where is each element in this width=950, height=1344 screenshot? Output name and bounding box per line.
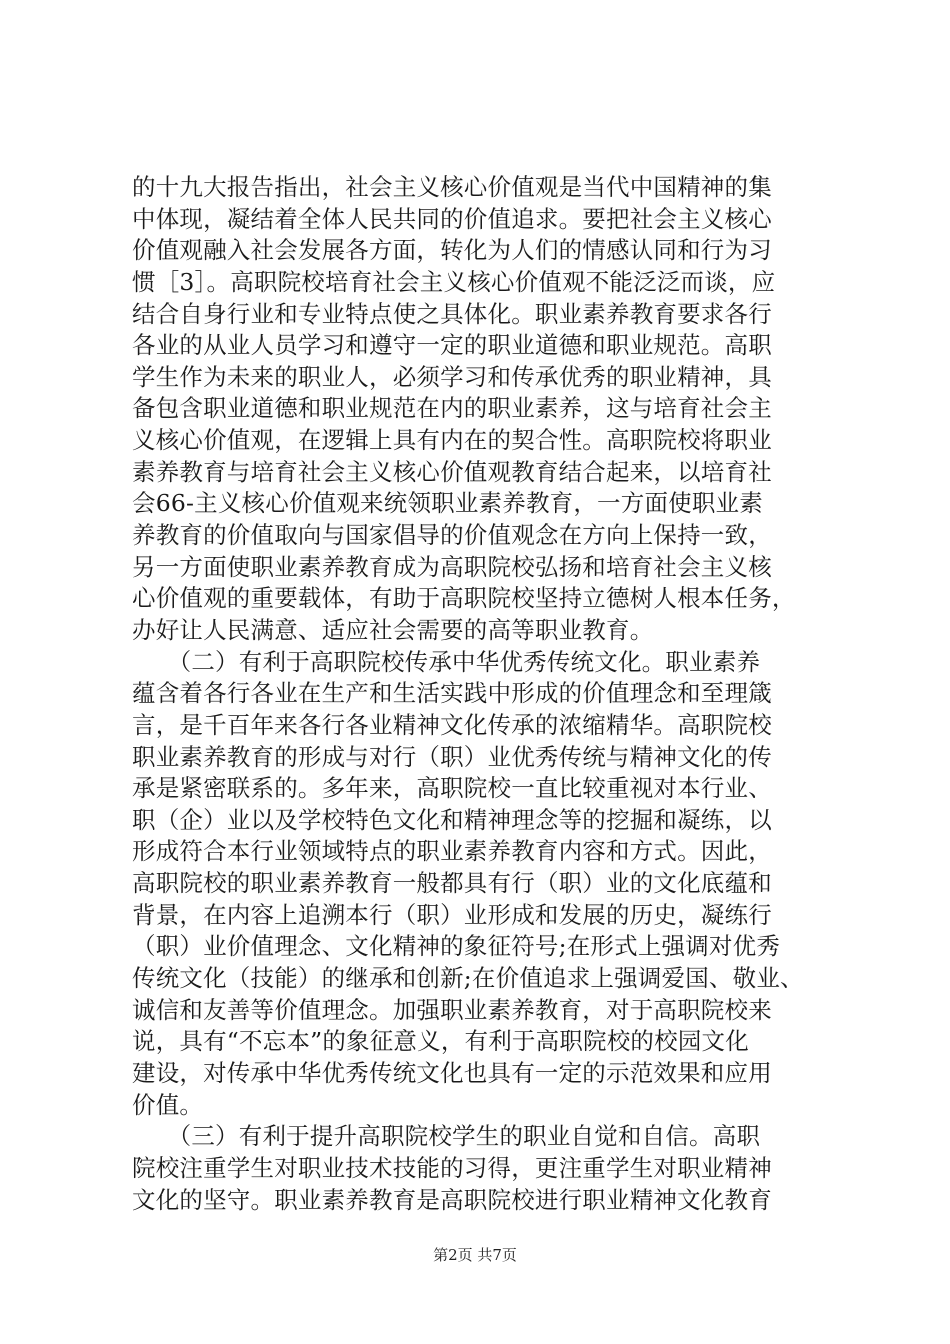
text-line: 职业素养教育的形成与对行（职）业优秀传统与精神文化的传 — [132, 742, 772, 771]
text-line: 高职院校的职业素养教育一般都具有行（职）业的文化底蕴和 — [132, 869, 772, 898]
text-line: 另一方面使职业素养教育成为高职院校弘扬和培育社会主义核 — [132, 552, 772, 581]
text-line: 素养教育与培育社会主义核心价值观教育结合起来，以培育社 — [132, 457, 772, 486]
text-line: 文化的坚守。职业素养教育是高职院校进行职业精神文化教育 — [132, 1185, 772, 1214]
text-line: 养教育的价值取向与国家倡导的价值观念在方向上保持一致， — [132, 521, 772, 550]
text-line: 各业的从业人员学习和遵守一定的职业道德和职业规范。高职 — [132, 331, 772, 360]
text-line: 诚信和友善等价值理念。加强职业素养教育，对于高职院校来 — [132, 995, 772, 1024]
text-line: 办好让人民满意、适应社会需要的高等职业教育。 — [132, 615, 654, 644]
text-line: 结合自身行业和专业特点使之具体化。职业素养教育要求各行 — [132, 299, 772, 328]
text-line: 背景，在内容上追溯本行（职）业形成和发展的历史，凝练行 — [132, 900, 772, 929]
text-line: 义核心价值观，在逻辑上具有内在的契合性。高职院校将职业 — [132, 426, 772, 455]
text-line: 惯［3］。高职院校培育社会主义核心价值观不能泛泛而谈，应 — [132, 267, 776, 296]
page-footer: 第2页 共7页 — [433, 1246, 517, 1264]
text-line: 言，是千百年来各行各业精神文化传承的浓缩精华。高职院校 — [132, 710, 772, 739]
text-line: 说，具有“不忘本”的象征意义，有利于高职院校的校园文化 — [132, 1027, 749, 1056]
body-text — [132, 172, 832, 1216]
text-line: 蕴含着各行各业在生产和生活实践中形成的价值理念和至理箴 — [132, 679, 772, 708]
text-line: （职）业价值理念、文化精神的象征符号;在形式上强调对优秀 — [132, 932, 781, 961]
text-line: 传统文化（技能）的继承和创新;在价值追求上强调爱国、敬业、 — [132, 964, 804, 993]
text-line: 职（企）业以及学校特色文化和精神理念等的挖掘和凝练，以 — [132, 805, 772, 834]
text-line: 学生作为未来的职业人，必须学习和传承优秀的职业精神，具 — [132, 362, 772, 391]
text-line: 价值。 — [132, 1090, 204, 1119]
text-line: 价值观融入社会发展各方面，转化为人们的情感认同和行为习 — [132, 236, 772, 265]
text-line: 的十九大报告指出，社会主义核心价值观是当代中国精神的集 — [132, 173, 772, 201]
text-line: 建设，对传承中华优秀传统文化也具有一定的示范效果和应用 — [132, 1058, 772, 1087]
text-line: 院校注重学生对职业技术技能的习得，更注重学生对职业精神 — [132, 1153, 772, 1182]
text-line: 中体现，凝结着全体人民共同的价值追求。要把社会主义核心 — [132, 204, 772, 233]
text-line: 会66-主义核心价值观来统领职业素养教育，一方面使职业素 — [132, 489, 763, 518]
text-line: 承是紧密联系的。多年来，高职院校一直比较重视对本行业、 — [132, 774, 772, 803]
text-line: 心价值观的重要载体，有助于高职院校坚持立德树人根本任务， — [132, 584, 796, 613]
text-line: （二）有利于高职院校传承中华优秀传统文化。职业素养 — [132, 647, 761, 676]
text-line: 形成符合本行业领域特点的职业素养教育内容和方式。因此， — [132, 837, 772, 866]
text-line: 备包含职业道德和职业规范在内的职业素养，这与培育社会主 — [132, 394, 772, 423]
text-line: （三）有利于提升高职院校学生的职业自觉和自信。高职 — [132, 1122, 761, 1151]
